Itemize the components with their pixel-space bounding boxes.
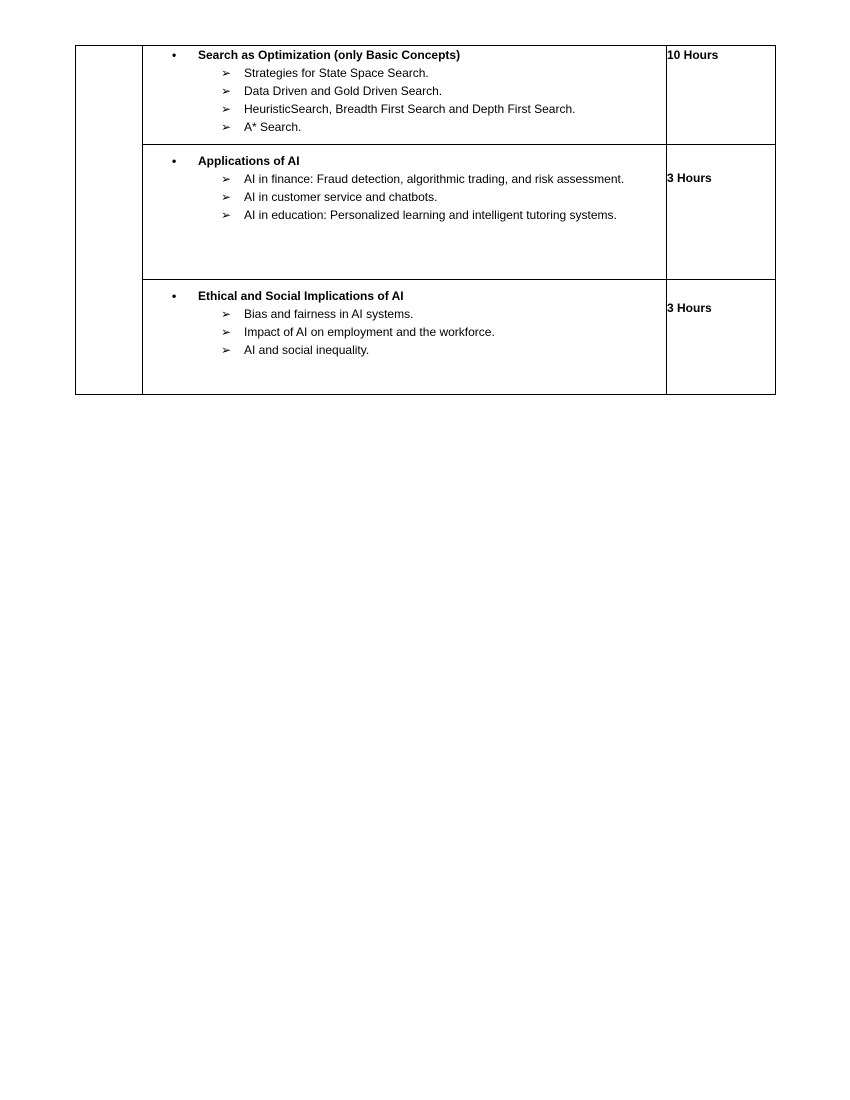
arrow-bullet-icon: ➢ (221, 343, 232, 357)
list-item (221, 323, 666, 341)
table-row (76, 145, 776, 280)
arrow-bullet-icon: ➢ (221, 102, 232, 116)
subtopic-list (143, 170, 666, 224)
arrow-bullet-icon: ➢ (221, 307, 232, 321)
subtopic-text: AI in customer service and chatbots. (244, 190, 438, 204)
arrow-bullet-icon: ➢ (221, 325, 232, 339)
topic-cell (143, 145, 667, 280)
subtopic-text: Bias and fairness in AI systems. (244, 307, 414, 321)
topic-title: Ethical and Social Implications of AI (198, 289, 404, 303)
arrow-bullet-icon: ➢ (221, 208, 232, 222)
arrow-bullet-icon: ➢ (221, 172, 232, 186)
table-row (76, 46, 776, 145)
subtopic-text: Impact of AI on employment and the workforce. (244, 325, 495, 339)
syllabus-table (75, 45, 776, 395)
arrow-bullet-icon: ➢ (221, 120, 232, 134)
subtopic-list (143, 305, 666, 359)
bullet-dot-icon: • (172, 154, 177, 168)
table-row (76, 280, 776, 395)
list-item (221, 100, 666, 118)
topic-cell (143, 46, 667, 145)
arrow-bullet-icon: ➢ (221, 190, 232, 204)
list-item (221, 341, 666, 359)
subtopic-text: HeuristicSearch, Breadth First Search and Depth First Search. (244, 102, 576, 116)
list-item (221, 188, 666, 206)
subtopic-text: AI and social inequality. (244, 343, 370, 357)
topic-heading (143, 152, 666, 170)
topic-heading (143, 46, 666, 64)
list-item (221, 305, 666, 323)
subtopic-text: AI in education: Personalized learning and intelligent tutoring systems. (244, 208, 617, 222)
subtopic-text: Strategies for State Space Search. (244, 66, 429, 80)
topic-title: Search as Optimization (only Basic Concepts) (198, 48, 461, 62)
list-item (221, 118, 666, 136)
subtopic-list (143, 64, 666, 136)
bullet-dot-icon: • (172, 289, 177, 303)
topic-title: Applications of AI (198, 154, 300, 168)
list-item (221, 64, 666, 82)
topic-heading (143, 287, 666, 305)
list-item (221, 170, 666, 188)
arrow-bullet-icon: ➢ (221, 66, 232, 80)
subtopic-text: A* Search. (244, 120, 302, 134)
unit-cell (76, 46, 143, 395)
list-item (221, 206, 666, 224)
hours-cell: 3 Hours (667, 280, 776, 395)
hours-cell: 10 Hours (667, 46, 776, 145)
hours-cell: 3 Hours (667, 145, 776, 280)
subtopic-text: AI in finance: Fraud detection, algorithmic trading, and risk assessment. (244, 172, 625, 186)
topic-cell (143, 280, 667, 395)
bullet-dot-icon: • (172, 48, 177, 62)
subtopic-text: Data Driven and Gold Driven Search. (244, 84, 443, 98)
list-item (221, 82, 666, 100)
arrow-bullet-icon: ➢ (221, 84, 232, 98)
